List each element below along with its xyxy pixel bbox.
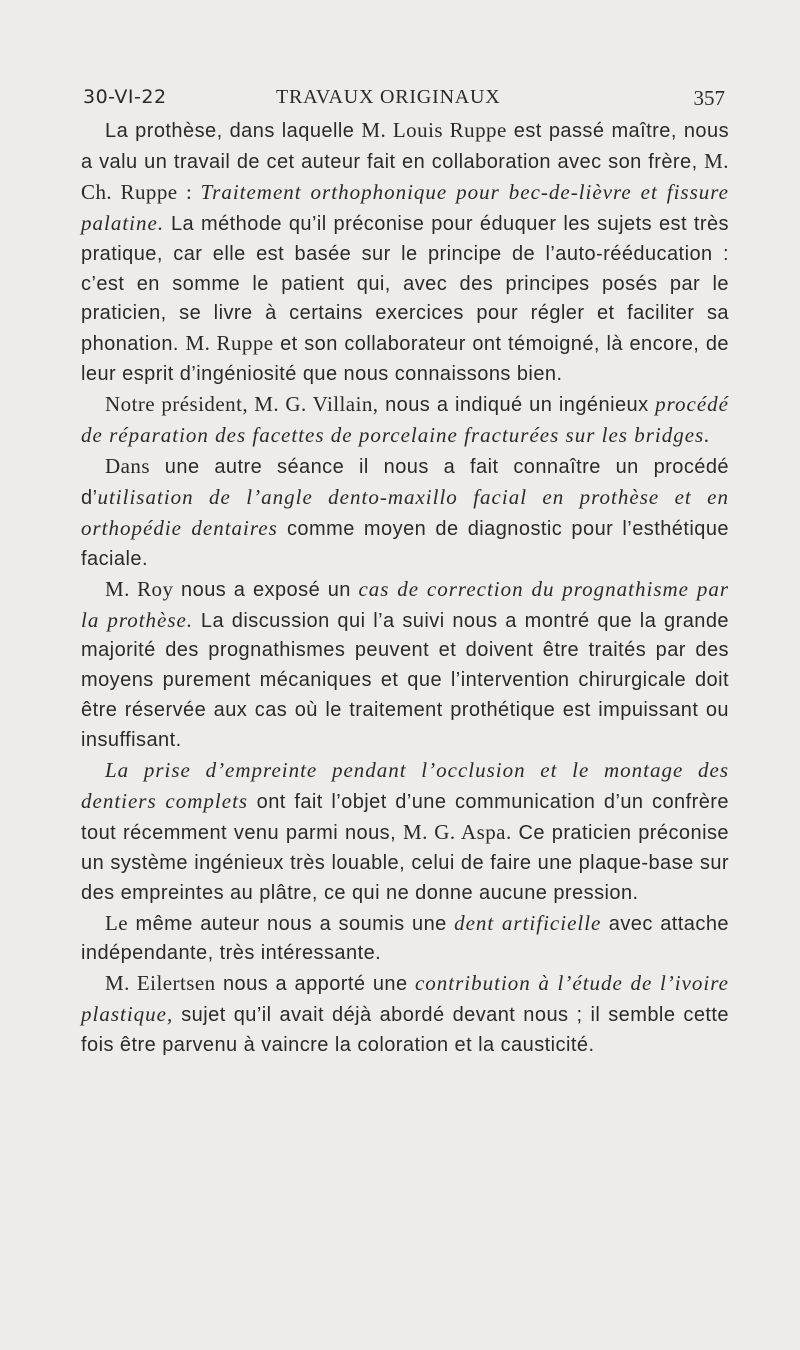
body-text (81, 116, 729, 1061)
paragraph-ruppe: La prothèse, dans laquelle M. Louis Ruppe est passé maître, nous a valu un travail de cet auteur fait en collaboration avec son frère, M. Ch. Ruppe : Traitement orthophonique pour bec-de-lièvre et fissure palatine. La méthode qu’il préconise pour éduquer les sujets est très pratique, car elle est basée sur le principe de l’auto-rééducation : c’est en somme le patient qui, avec des principes posés par le praticien, se livre à certains exercices pour régler et faciliter sa phonation. M. Ruppe et son collaborateur ont témoigné, là encore, de leur esprit d’ingéniosité que nous connaissons bien. (81, 118, 730, 386)
header-date: 30-VI-22 (83, 86, 167, 108)
paragraph-angle: Dans une autre séance il nous a fait connaître un procédé d’utilisation de l’angle dento-maxillo facial en prothèse et en orthopédie dentaires comme moyen de diagnostic pour l’esthétique faciale. (81, 453, 729, 570)
paragraph-aspa: La prise d’empreinte pendant l’occlusion et le montage des dentiers complets ont fait l’objet d’une communication d’un confrère tout récemment venu parmi nous, M. G. Aspa. Ce praticien préconise un système ingénieux très louable, celui de faire une plaque-base sur des empreintes au plâtre, ce qui ne donne aucune pression. (81, 758, 729, 904)
running-header (83, 84, 725, 112)
page-number: 357 (693, 86, 725, 110)
header-title: TRAVAUX ORIGINAUX (276, 86, 501, 108)
paragraph-eilertsen: M. Eilertsen nous a apporté une contribution à l’étude de l’ivoire plastique, sujet qu’il avait déjà abordé devant nous ; il semble cette fois être parvenu à vaincre la coloration et la causticité. (81, 971, 729, 1057)
paragraph-dent-artificielle: Le même auteur nous a soumis une dent artificielle avec attache indépendante, très intéressante. (81, 910, 729, 965)
paragraph-villain: Notre président, M. G. Villain, nous a indiqué un ingénieux procédé de réparation des facettes de porcelaine fracturées sur les bridges. (81, 392, 729, 448)
paragraph-roy: M. Roy nous a exposé un cas de correction du prognathisme par la prothèse. La discussion qui l’a suivi nous a montré que la grande majorité des prognathismes peuvent et doivent être traités par des moyens purement mécaniques et que l’intervention chirurgicale doit être réservée aux cas où le traitement prothétique est impuissant ou insuffisant. (81, 576, 729, 752)
